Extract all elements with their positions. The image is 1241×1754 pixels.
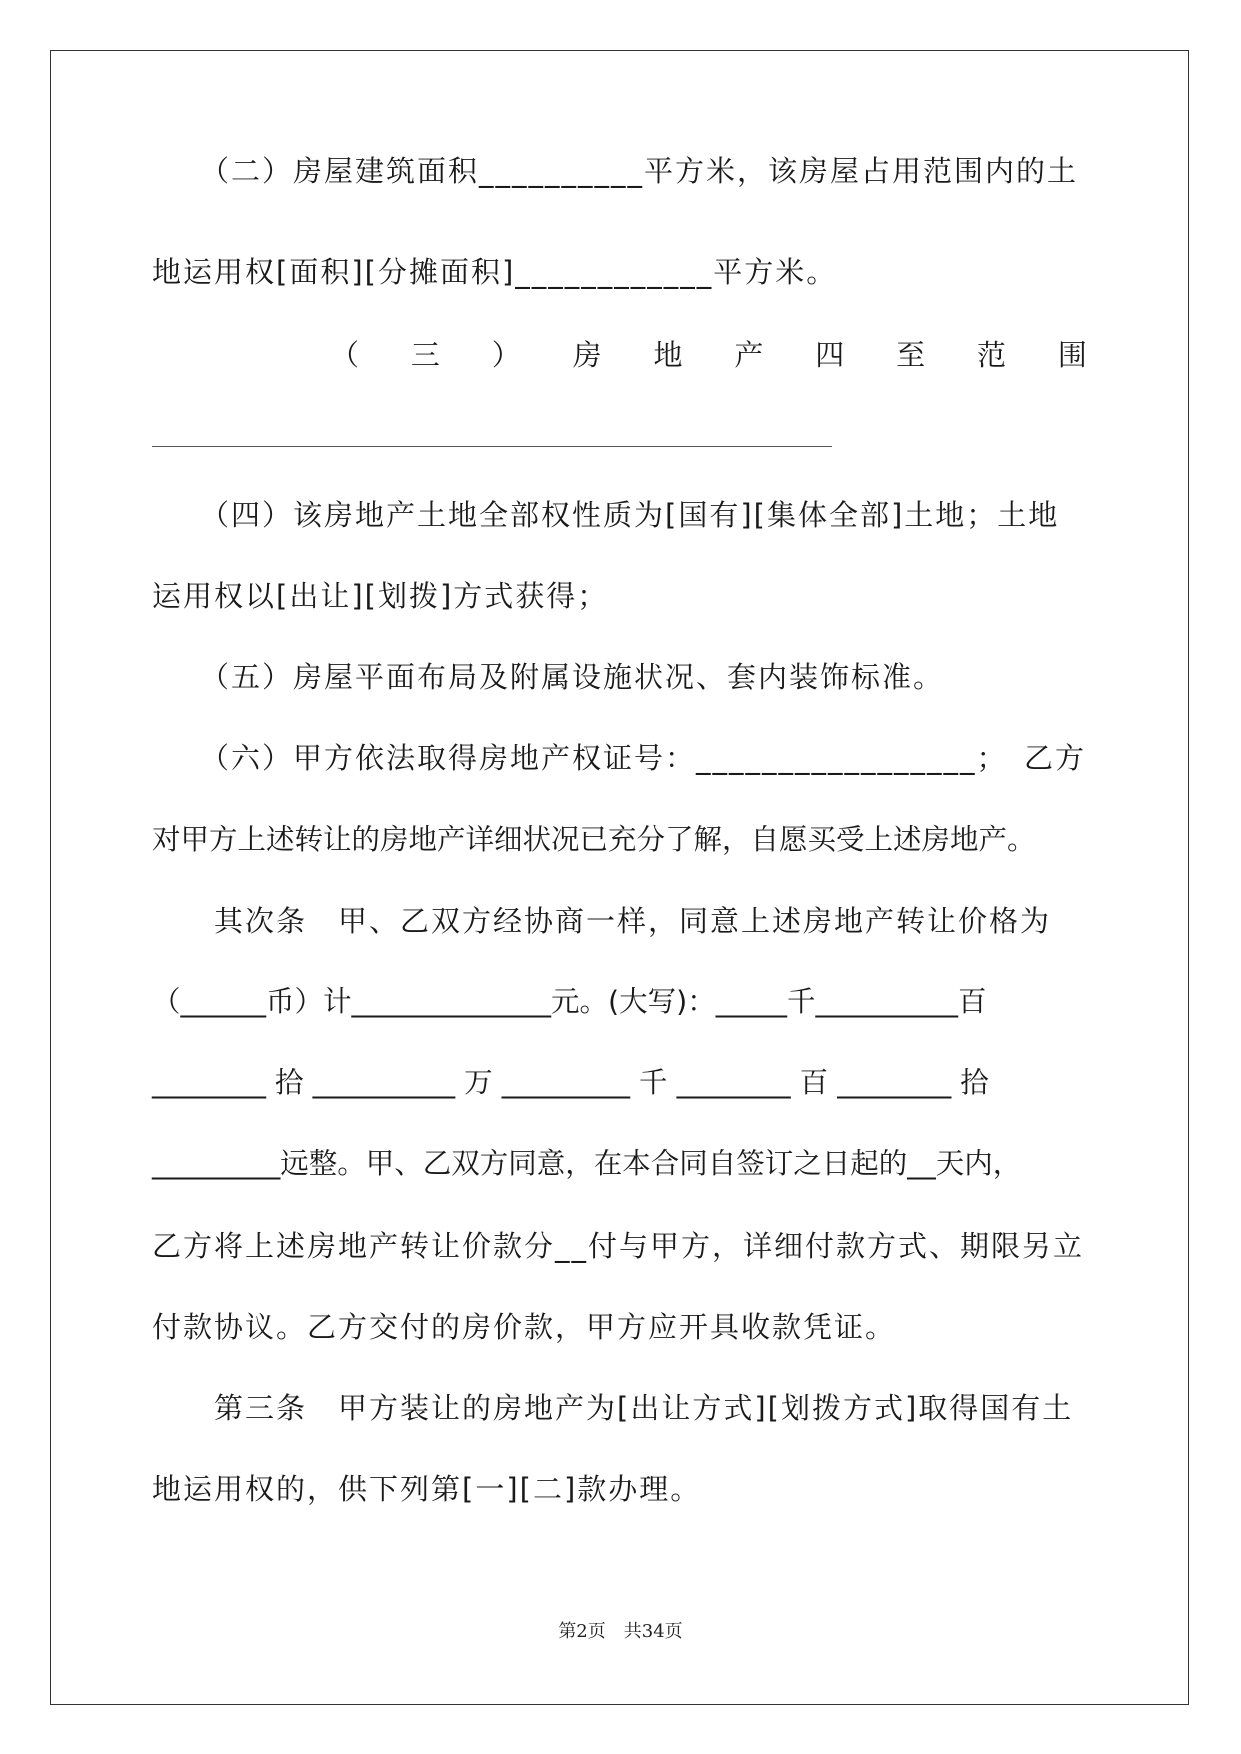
page-border bbox=[50, 50, 1189, 1705]
section-heading-spread bbox=[330, 337, 1087, 373]
heading-char: ） bbox=[491, 338, 521, 372]
blank-rule bbox=[152, 446, 832, 447]
heading-char: 地 bbox=[653, 338, 683, 372]
paragraph-line: 地运用权的，供下列第[一][二]款办理。 bbox=[152, 1472, 702, 1506]
heading-char: （ bbox=[330, 338, 360, 372]
heading-char: 产 bbox=[734, 338, 764, 372]
paragraph-line: 付款协议。乙方交付的房价款，甲方应开具收款凭证。 bbox=[152, 1310, 897, 1344]
paragraph-line: ________ 拾 __________ 万 _________ 千 ________ 百 ________ 拾 bbox=[152, 1066, 989, 1099]
heading-char: 三 bbox=[410, 338, 440, 372]
heading-char: 至 bbox=[896, 338, 926, 372]
heading-char: 房 bbox=[572, 338, 602, 372]
paragraph-line: （四）该房地产土地全部权性质为[国有][集体全部]土地；土地 bbox=[200, 498, 1060, 532]
paragraph-line: 第三条 甲方装让的房地产为[出让方式][划拨方式]取得国有土 bbox=[214, 1391, 1074, 1425]
paragraph-line: _________远整。甲、乙双方同意，在本合同自签订之日起的__天内， bbox=[152, 1147, 1022, 1180]
paragraph-line: （五）房屋平面布局及附属设施状况、套内装饰标准。 bbox=[200, 660, 945, 694]
heading-char: 四 bbox=[815, 338, 845, 372]
paragraph-line: 其次条 甲、乙双方经协商一样，同意上述房地产转让价格为 bbox=[214, 904, 1052, 938]
paragraph-line: （______币）计______________元。(大写)：_____千__________百 bbox=[152, 985, 987, 1018]
paragraph-line: 对甲方上述转让的房地产详细状况已充分了解，自愿买受上述房地产。 bbox=[152, 823, 1036, 856]
paragraph-line: 地运用权[面积][分摊面积]____________平方米。 bbox=[152, 255, 838, 289]
paragraph-line: 乙方将上述房地产转让价款分__付与甲方，详细付款方式、期限另立 bbox=[152, 1229, 1085, 1263]
heading-char: 范 bbox=[977, 338, 1007, 372]
page-footer: 第2页 共34页 bbox=[558, 1621, 683, 1642]
heading-char: 围 bbox=[1057, 338, 1087, 372]
paragraph-line: （六）甲方依法取得房地产权证号：_________________； 乙方 bbox=[200, 741, 1087, 775]
paragraph-line: （二）房屋建筑面积__________平方米，该房屋占用范围内的土 bbox=[200, 154, 1079, 188]
paragraph-line: 运用权以[出让][划拨]方式获得； bbox=[152, 579, 609, 613]
